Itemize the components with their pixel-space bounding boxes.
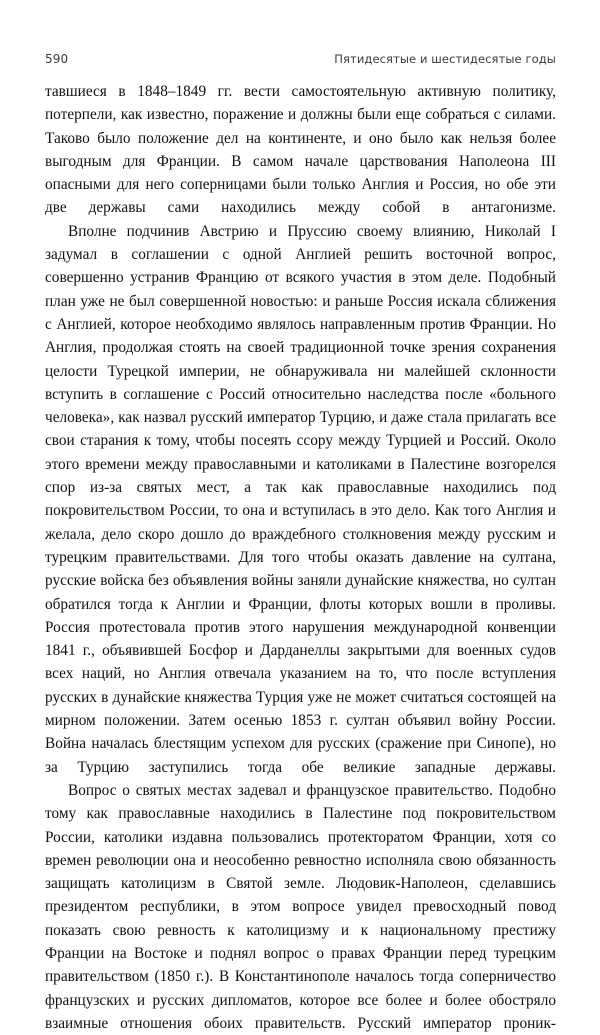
body-text-block (45, 80, 556, 1035)
running-head (45, 52, 556, 70)
page-number: 590 (45, 52, 69, 66)
paragraph: Вопрос о святых местах задевал и французское правительство. Подобно тому как православные находились в Палестине под покровительством России, католики издавна пользовались протекторатом Франции, хотя со времен революции она и неособенно ревностно исполняла свою обязанность защищать католицизм в Святой земле. Людовик-Наполеон, сделавшись президентом республики, в этом вопросе увидел превосходный повод показать свою ревность к католицизму и к национальному престижу Франции на Востоке и поднял вопрос о правах Франции перед турецким правительством (1850 г.). В Константинополе началось тогда соперничество французских и русских дипломатов, которое все более и более обостряло взаимные отношения обоих правительств. Русский император проник- (45, 781, 556, 1032)
paragraph: тавшиеся в 1848–1849 гг. вести самостоятельную активную политику, потерпели, как известно, поражение и должны были еще собраться с силами. Таково было положение дел на континенте, и оно было как нельзя более выгодным для Франции. В самом начале царствования Наполеона III опасными для него соперницами были только Англия и Россия, но обе эти две державы сами находились между собой в антагонизме. (45, 83, 556, 217)
paragraph: Вполне подчинив Австрию и Пруссию своему влиянию, Николай I задумал в соглашении с одной Англией решить восточной вопрос, совершенно устранив Францию от всякого участия в этом деле. Подобный план уже не был совершенной новостью: и раньше Россия искала сближения с Англией, которое необходимо являлось направленным против Франции. Но Англия, продолжая стоять на своей традиционной точке зрения сохранения целости Турецкой империи, не обнаруживала ни малейшей склонности вступить в соглашение с Россий относительно наследства после «больного человека», как назвал русский император Турцию, и даже стала прилагать все свои старания к тому, чтобы посеять ссору между Турцией и Россий. Около этого времени между православными и католиками в Палестине возгорелся спор из-за святых мест, а так как православные находились под покровительством России, то она и вступилась в это дело. Как того Англия и желала, дело скоро дошло до враждебного столкновения между русским и турецким правительствами. Для того чтобы оказать давление на султана, русские войска без объявления войны заняли дунайские княжества, но султан обратился тогда к Англии и Франции, флоты которых вошли в проливы. Россия протестовала против этого нарушения международной конвенции 1841 г., объявившей Босфор и Дарданеллы закрытыми для военных судов всех наций, но Англия отвечала указанием на то, что после вступления русских в дунайские княжества Турция уже не может считаться состоящей на мирном положении. Затем осенью 1853 г. султан объявил войну России. Война началась блестящим успехом для русских (сражение при Синопе), но за Турцию заступились тогда обе великие западные державы. (45, 222, 556, 776)
running-head-title: Пятидесятые и шестидесятые годы (334, 52, 556, 66)
